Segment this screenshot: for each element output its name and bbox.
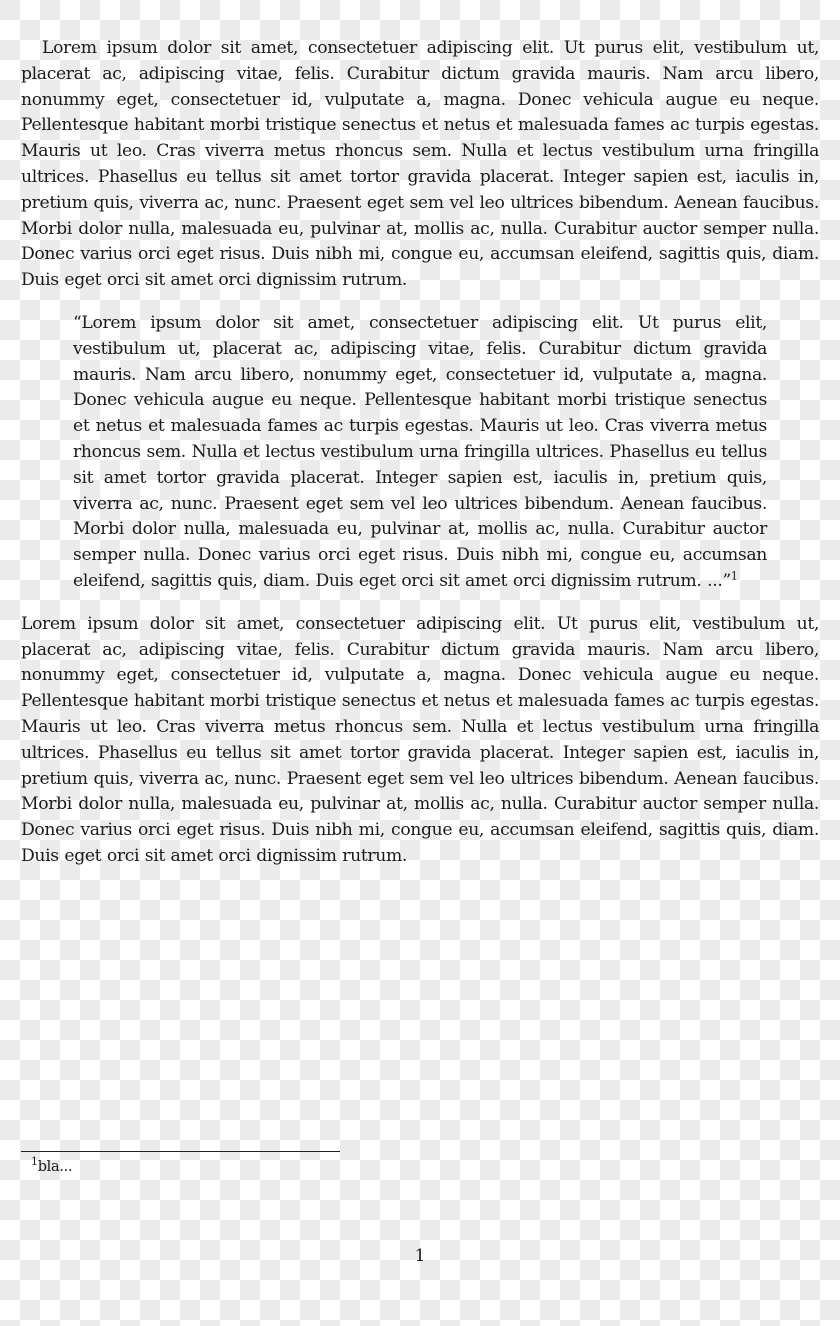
document-page (21, 36, 819, 870)
page-number: 1 (414, 1246, 426, 1266)
block-quote (73, 311, 767, 595)
block-quote-text: “Lorem ipsum dolor sit amet, consectetuer adipiscing elit. Ut purus elit, vestibulum ut, placerat ac, adipiscing vitae, felis. Curabitur dictum gravida mauris. Nam arcu libero, nonummy eget, consectetuer id, vulputate a, magna. Donec vehicula augue eu neque. Pellentesque habitant morbi tristique senectus et netus et malesuada fames ac turpis egestas. Mauris ut leo. Cras viverra metus rhoncus sem. Nulla et lectus vestibulum urna fringilla ultrices. Phasellus eu tellus sit amet tortor gravida placerat. Integer sapien est, iaculis in, pretium quis, viverra ac, nunc. Praesent eget sem vel leo ultrices bibendum. Aenean faucibus. Morbi dolor nulla, malesuada eu, pulvinar at, mollis ac, nulla. Curabitur auctor semper nulla. Donec varius orci eget risus. Duis nibh mi, congue eu, accumsan eleifend, sagittis quis, diam. Duis eget orci sit amet orci dignissim rutrum. ...” (73, 312, 767, 591)
footnote-text: bla... (37, 1159, 73, 1175)
footnote-reference[interactable]: 1 (730, 569, 738, 583)
body-paragraph-1: Lorem ipsum dolor sit amet, consectetuer adipiscing elit. Ut purus elit, vestibulum ut, placerat ac, adipiscing vitae, felis. Curabitur dictum gravida mauris. Nam arcu libero, nonummy eget, consectetuer id, vulputate a, magna. Donec vehicula augue eu neque. Pellentesque habitant morbi tristique senectus et netus et malesuada fames ac turpis egestas. Mauris ut leo. Cras viverra metus rhoncus sem. Nulla et lectus vestibulum urna fringilla ultrices. Phasellus eu tellus sit amet tortor gravida placerat. Integer sapien est, iaculis in, pretium quis, viverra ac, nunc. Praesent eget sem vel leo ultrices bibendum. Aenean faucibus. Morbi dolor nulla, malesuada eu, pulvinar at, mollis ac, nulla. Curabitur auctor semper nulla. Donec varius orci eget risus. Duis nibh mi, congue eu, accumsan eleifend, sagittis quis, diam. Duis eget orci sit amet orci dignissim rutrum. (21, 38, 819, 291)
body-paragraph-2: Lorem ipsum dolor sit amet, consectetuer adipiscing elit. Ut purus elit, vestibulum ut, placerat ac, adipiscing vitae, felis. Curabitur dictum gravida mauris. Nam arcu libero, nonummy eget, consectetuer id, vulputate a, magna. Donec vehicula augue eu neque. Pellentesque habitant morbi tristique senectus et netus et malesuada fames ac turpis egestas. Mauris ut leo. Cras viverra metus rhoncus sem. Nulla et lectus vestibulum urna fringilla ultrices. Phasellus eu tellus sit amet tortor gravida placerat. Integer sapien est, iaculis in, pretium quis, viverra ac, nunc. Praesent eget sem vel leo ultrices bibendum. Aenean faucibus. Morbi dolor nulla, malesuada eu, pulvinar at, mollis ac, nulla. Curabitur auctor semper nulla. Donec varius orci eget risus. Duis nibh mi, congue eu, accumsan eleifend, sagittis quis, diam. Duis eget orci sit amet orci dignissim rutrum. (21, 613, 819, 866)
footnote-divider (21, 1151, 340, 1152)
footnote (31, 1157, 72, 1177)
footnote-mark: 1 (31, 1155, 38, 1169)
